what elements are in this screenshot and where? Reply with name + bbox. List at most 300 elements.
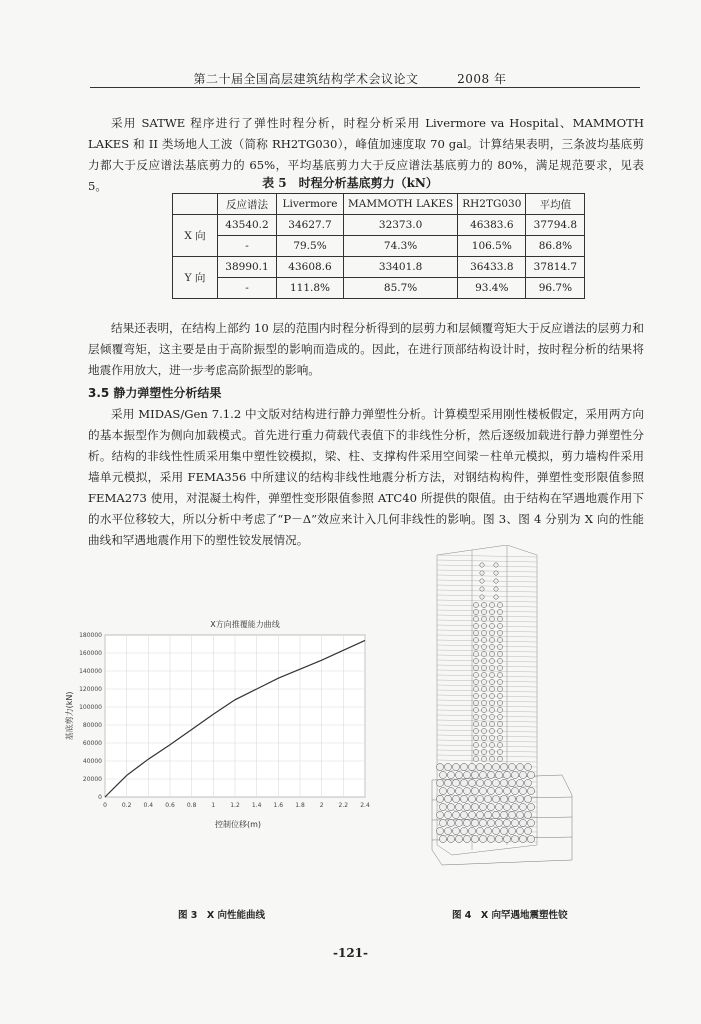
hinge-marker <box>489 602 494 607</box>
hinge-marker <box>471 819 478 826</box>
hinge-marker <box>473 658 478 663</box>
hinge-marker <box>452 763 459 770</box>
hinge-marker <box>489 609 494 614</box>
hinge-marker <box>489 672 494 677</box>
table-header-cell: MAMMOTH LAKES <box>344 194 458 215</box>
hinge-marker <box>436 811 443 818</box>
hinge-marker <box>489 735 494 740</box>
x-tick-label: 2 <box>319 802 324 809</box>
table-cell: 34627.7 <box>277 215 344 236</box>
hinge-marker <box>481 665 486 670</box>
floor-line <box>437 655 537 657</box>
x-tick-label: 1 <box>211 802 216 809</box>
paragraph-pushover: 采用 MIDAS/Gen 7.1.2 中文版对结构进行静力弹塑性分析。计算模型采用刚性楼板假定，采用两方向的基本振型作为侧向加载模式。首先进行重力荷载代表值下的非线性分析，然后逐级加载进行静力弹塑性分析。结构的非线性性质采用集中塑性铰模拟，梁、柱、支撑构件采用空间梁－柱单元模拟，剪力墙构件采用墙单元模拟，采用 FEMA356 中所建议的结构非线性地震分析方法，对钢结构构件，弹塑性变形限值参照 FEMA273 使用，对混凝土构件，弹塑性变形限值参照 ATC40 所提供的限值。由于结构在罕遇地震作用下的水平位移较大，所以分析中考虑了“P－Δ”效应来计入几何非线性的影响。图 3、图 4 分别为 X 向的性能曲线和罕遇地震作用下的塑性铰发展情况。 <box>88 407 644 547</box>
floor-line <box>437 575 537 577</box>
hinge-marker <box>476 795 483 802</box>
paragraph-time-history: 采用 SATWE 程序进行了弹性时程分析，时程分析采用 Livermore va Hospital、MAMMOTH LAKES 和 II 类场地人工波（简称 RH2TG030），峰值加速度取 70 gal。计算结果表明，三条波均基底剪力都大于反应谱法基底剪力的 65%，平均基底剪力大于反应谱法基底剪力的 80%，满足规范要求，见表 5。 <box>88 116 644 193</box>
hinge-marker <box>452 795 459 802</box>
hinge-marker <box>489 756 494 761</box>
table-header-row <box>173 194 585 215</box>
table-header-cell: 反应谱法 <box>218 194 277 215</box>
table-cell: 46383.6 <box>458 215 526 236</box>
hinge-marker <box>463 771 470 778</box>
hinge-marker <box>481 693 486 698</box>
hinge-marker <box>473 637 478 642</box>
hinge-marker <box>524 763 531 770</box>
hinge-marker <box>444 763 451 770</box>
hinge-marker <box>519 787 526 794</box>
hinge-marker <box>481 714 486 719</box>
floor-line <box>437 740 537 742</box>
hinge-marker <box>495 803 502 810</box>
running-header <box>90 70 610 87</box>
hinge-marker <box>497 602 502 607</box>
hinge-marker <box>489 665 494 670</box>
table-cell: 111.8% <box>277 278 344 299</box>
hinge-marker <box>489 686 494 691</box>
chart-title: X方向推覆能力曲线 <box>210 620 280 629</box>
table-header-cell: Livermore <box>277 194 344 215</box>
y-tick-label: 0 <box>98 794 102 801</box>
y-tick-label: 160000 <box>79 650 102 657</box>
hinge-marker <box>503 819 510 826</box>
hinge-marker <box>439 803 446 810</box>
hinge-marker <box>489 623 494 628</box>
floor-line <box>437 590 537 592</box>
hinge-marker <box>481 700 486 705</box>
hinge-marker <box>503 835 510 842</box>
hinge-marker <box>460 795 467 802</box>
floor-line <box>437 720 537 722</box>
floor-line <box>437 555 537 557</box>
shear-table <box>172 193 585 299</box>
hinge-marker <box>484 811 491 818</box>
floor-line <box>437 605 537 607</box>
floor-line <box>437 640 537 642</box>
hinge-marker <box>463 819 470 826</box>
x-tick-label: 1.8 <box>295 802 305 809</box>
x-tick-label: 2.4 <box>360 802 370 809</box>
table-header-cell: RH2TG030 <box>458 194 526 215</box>
hinge-marker <box>492 795 499 802</box>
hinge-marker <box>480 595 484 599</box>
hinge-marker <box>481 623 486 628</box>
hinge-marker <box>473 679 478 684</box>
hinge-marker <box>500 795 507 802</box>
floor-line <box>437 665 537 667</box>
hinge-marker <box>494 595 498 599</box>
hinge-marker <box>527 787 534 794</box>
table-cell: 32373.0 <box>344 215 458 236</box>
hinge-marker <box>439 787 446 794</box>
hinge-marker <box>511 835 518 842</box>
hinge-marker <box>481 609 486 614</box>
hinge-marker <box>497 735 502 740</box>
hinge-marker <box>495 787 502 794</box>
table-row <box>173 257 585 278</box>
figure-4-caption: 图 4 X 向罕遇地震塑性铰 <box>452 910 568 921</box>
hinge-marker <box>479 771 486 778</box>
hinge-marker <box>489 693 494 698</box>
y-tick-label: 80000 <box>82 722 102 729</box>
hinge-marker <box>511 771 518 778</box>
hinge-marker <box>468 811 475 818</box>
hinge-marker <box>497 742 502 747</box>
hinge-marker <box>487 787 494 794</box>
hinge-marker <box>497 756 502 761</box>
hinge-marker <box>455 787 462 794</box>
hinge-marker <box>473 672 478 677</box>
hinge-marker <box>487 803 494 810</box>
header-rule <box>90 87 640 88</box>
x-tick-label: 1.6 <box>273 802 284 809</box>
hinge-marker <box>524 795 531 802</box>
hinge-marker <box>452 779 459 786</box>
hinge-marker <box>511 803 518 810</box>
hinge-marker <box>473 700 478 705</box>
hinge-marker <box>481 637 486 642</box>
hinge-marker <box>447 803 454 810</box>
hinge-marker <box>524 811 531 818</box>
hinge-marker <box>497 644 502 649</box>
hinge-marker <box>473 756 478 761</box>
hinge-marker <box>436 763 443 770</box>
hinge-marker <box>527 803 534 810</box>
hinge-marker <box>489 616 494 621</box>
hinge-marker <box>481 686 486 691</box>
hinge-marker <box>471 787 478 794</box>
table-caption: 表 5 时程分析基底剪力（kN） <box>262 176 438 190</box>
floor-line <box>437 595 537 597</box>
table-cell: 79.5% <box>277 236 344 257</box>
x-tick-label: 1.2 <box>230 802 240 809</box>
hinge-marker <box>479 835 486 842</box>
hinge-marker <box>527 771 534 778</box>
floor-line <box>437 630 537 632</box>
floor-line <box>437 735 537 737</box>
floor-line <box>437 660 537 662</box>
table-cell: 106.5% <box>458 236 526 257</box>
x-tick-label: 1.4 <box>251 802 262 809</box>
pushover-chart <box>60 615 380 835</box>
hinge-marker <box>460 763 467 770</box>
floor-line <box>437 700 537 702</box>
hinge-marker <box>481 707 486 712</box>
hinge-marker <box>497 630 502 635</box>
table-cell: 85.7% <box>344 278 458 299</box>
hinge-marker <box>481 679 486 684</box>
hinge-marker <box>495 819 502 826</box>
hinge-marker <box>473 651 478 656</box>
hinge-marker <box>479 787 486 794</box>
x-tick-label: 0.2 <box>121 802 132 809</box>
hinge-marker <box>481 672 486 677</box>
floor-line <box>437 615 537 617</box>
hinge-marker <box>489 658 494 663</box>
hinge-marker <box>473 707 478 712</box>
hinge-marker <box>455 819 462 826</box>
hinge-marker <box>481 756 486 761</box>
hinge-marker <box>436 827 443 834</box>
hinge-marker <box>476 763 483 770</box>
hinge-marker <box>503 787 510 794</box>
hinge-marker <box>508 811 515 818</box>
table-row <box>173 278 585 299</box>
floor-line <box>437 695 537 697</box>
hinge-marker <box>497 679 502 684</box>
floor-line <box>437 760 537 762</box>
hinge-marker <box>497 749 502 754</box>
hinge-marker <box>444 795 451 802</box>
paragraph-higher-modes: 结果还表明，在结构上部约 10 层的范围内时程分析得到的层剪力和层倾覆弯矩大于反应谱法的层剪力和层倾覆弯矩，这主要是由于高阶振型的影响而造成的。因此，在进行顶部结构设计时，按时程分析的结果将地震作用放大，进一步考虑高阶振型的影响。 <box>88 321 644 377</box>
y-tick-label: 180000 <box>79 632 102 639</box>
floor-line <box>437 570 537 572</box>
hinge-marker <box>476 811 483 818</box>
floor-line <box>437 585 537 587</box>
hinge-marker <box>473 616 478 621</box>
hinge-marker <box>444 827 451 834</box>
hinge-marker <box>481 644 486 649</box>
hinge-marker <box>492 827 499 834</box>
hinge-marker <box>489 707 494 712</box>
hinge-marker <box>473 630 478 635</box>
hinge-marker <box>481 749 486 754</box>
hinge-marker <box>492 811 499 818</box>
table-cell: 43608.6 <box>277 257 344 278</box>
hinge-marker <box>492 779 499 786</box>
hinge-marker <box>497 686 502 691</box>
hinge-marker <box>524 779 531 786</box>
hinge-marker <box>508 795 515 802</box>
hinge-marker <box>452 811 459 818</box>
hinge-marker <box>527 819 534 826</box>
floor-line <box>437 650 537 652</box>
hinge-marker <box>487 771 494 778</box>
hinge-marker <box>489 721 494 726</box>
table-cell: 36433.8 <box>458 257 526 278</box>
y-axis-label: 基底剪力(kN) <box>65 691 74 741</box>
hinge-marker <box>489 749 494 754</box>
table-row <box>173 215 585 236</box>
table-cell: 86.8% <box>526 236 585 257</box>
hinge-marker <box>494 563 498 567</box>
y-tick-label: 100000 <box>79 704 102 711</box>
hinge-marker <box>481 630 486 635</box>
x-tick-label: 0.4 <box>143 802 154 809</box>
hinge-marker <box>439 771 446 778</box>
header-title: 第二十届全国高层建筑结构学术会议论文 <box>193 72 419 86</box>
x-tick-label: 0.6 <box>165 802 175 809</box>
hinge-marker <box>497 623 502 628</box>
y-tick-label: 120000 <box>79 686 102 693</box>
hinge-marker <box>494 587 498 591</box>
hinge-marker <box>497 665 502 670</box>
hinge-marker <box>527 835 534 842</box>
table-cell: 96.7% <box>526 278 585 299</box>
hinge-marker <box>489 637 494 642</box>
floor-line <box>437 635 537 637</box>
x-tick-label: 0 <box>103 802 107 809</box>
hinge-marker <box>468 795 475 802</box>
floor-line <box>437 680 537 682</box>
hinge-marker <box>463 803 470 810</box>
hinge-marker <box>516 779 523 786</box>
hinge-marker <box>484 795 491 802</box>
floor-line <box>437 600 537 602</box>
hinge-marker <box>473 644 478 649</box>
table-cell: 37814.7 <box>526 257 585 278</box>
y-tick-label: 60000 <box>82 740 102 747</box>
floor-line <box>437 715 537 717</box>
hinge-marker <box>519 835 526 842</box>
hinge-marker <box>439 819 446 826</box>
header-year: 2008 年 <box>457 72 507 86</box>
hinge-marker <box>497 700 502 705</box>
hinge-marker <box>519 819 526 826</box>
y-tick-label: 40000 <box>82 758 102 765</box>
hinge-marker <box>503 803 510 810</box>
floor-line <box>437 645 537 647</box>
hinge-marker <box>473 714 478 719</box>
hinge-marker <box>481 735 486 740</box>
hinge-marker <box>460 827 467 834</box>
hinge-marker <box>489 679 494 684</box>
hinge-marker <box>497 609 502 614</box>
floor-line <box>437 625 537 627</box>
hinge-marker <box>473 686 478 691</box>
row-label: Y 向 <box>173 257 218 299</box>
hinge-marker <box>524 827 531 834</box>
row-label: X 向 <box>173 215 218 257</box>
table-cell: 43540.2 <box>218 215 277 236</box>
hinge-marker <box>473 742 478 747</box>
hinge-marker <box>473 728 478 733</box>
hinge-marker <box>489 651 494 656</box>
hinge-marker <box>500 763 507 770</box>
plastic-hinge-model <box>412 545 597 875</box>
hinge-marker <box>484 827 491 834</box>
hinge-marker <box>473 665 478 670</box>
hinge-marker <box>471 771 478 778</box>
x-tick-label: 0.8 <box>186 802 197 809</box>
floor-line <box>437 750 537 752</box>
hinge-marker <box>444 779 451 786</box>
hinge-marker <box>436 795 443 802</box>
table-cell: 33401.8 <box>344 257 458 278</box>
hinge-marker <box>494 571 498 575</box>
hinge-marker <box>479 819 486 826</box>
plastic-hinge-markers <box>436 563 534 843</box>
hinge-marker <box>463 787 470 794</box>
hinge-marker <box>473 735 478 740</box>
hinge-marker <box>495 771 502 778</box>
hinge-marker <box>455 803 462 810</box>
hinge-marker <box>481 616 486 621</box>
y-tick-label: 140000 <box>79 668 102 675</box>
hinge-marker <box>463 835 470 842</box>
hinge-marker <box>489 728 494 733</box>
hinge-marker <box>479 803 486 810</box>
hinge-marker <box>473 602 478 607</box>
floor-line <box>437 560 537 562</box>
floor-line <box>437 610 537 612</box>
floor-line <box>437 745 537 747</box>
hinge-marker <box>497 651 502 656</box>
hinge-marker <box>500 779 507 786</box>
hinge-marker <box>497 721 502 726</box>
hinge-marker <box>519 803 526 810</box>
floor-line <box>437 705 537 707</box>
hinge-marker <box>460 779 467 786</box>
hinge-marker <box>508 763 515 770</box>
hinge-marker <box>473 721 478 726</box>
hinge-marker <box>500 827 507 834</box>
hinge-marker <box>447 787 454 794</box>
hinge-marker <box>500 811 507 818</box>
hinge-marker <box>468 827 475 834</box>
floor-line <box>437 580 537 582</box>
hinge-marker <box>497 728 502 733</box>
table-cell: 93.4% <box>458 278 526 299</box>
floor-line <box>437 710 537 712</box>
hinge-marker <box>497 637 502 642</box>
hinge-marker <box>447 819 454 826</box>
hinge-marker <box>508 779 515 786</box>
table-header-cell: 平均值 <box>526 194 585 215</box>
hinge-marker <box>497 693 502 698</box>
hinge-marker <box>481 658 486 663</box>
hinge-marker <box>497 707 502 712</box>
floor-line <box>437 675 537 677</box>
hinge-marker <box>497 616 502 621</box>
y-tick-label: 20000 <box>82 776 102 783</box>
floor-line <box>437 670 537 672</box>
hinge-marker <box>460 811 467 818</box>
hinge-marker <box>468 779 475 786</box>
hinge-marker <box>503 771 510 778</box>
hinge-marker <box>516 763 523 770</box>
hinge-marker <box>516 827 523 834</box>
hinge-marker <box>489 630 494 635</box>
hinge-marker <box>511 819 518 826</box>
hinge-marker <box>481 728 486 733</box>
hinge-marker <box>516 795 523 802</box>
hinge-marker <box>494 579 498 583</box>
hinge-marker <box>473 623 478 628</box>
hinge-marker <box>481 742 486 747</box>
hinge-marker <box>455 835 462 842</box>
hinge-marker <box>484 779 491 786</box>
hinge-marker <box>484 763 491 770</box>
table-header-cell <box>173 194 218 215</box>
hinge-marker <box>476 779 483 786</box>
floor-line <box>437 730 537 732</box>
hinge-marker <box>497 714 502 719</box>
hinge-marker <box>481 721 486 726</box>
hinge-marker <box>480 563 484 567</box>
floor-line <box>437 620 537 622</box>
hinge-marker <box>480 571 484 575</box>
hinge-marker <box>447 835 454 842</box>
table-cell: - <box>218 278 277 299</box>
hinge-marker <box>476 827 483 834</box>
hinge-marker <box>471 835 478 842</box>
table-cell: 38990.1 <box>218 257 277 278</box>
section-heading: 3.5 静力弹塑性分析结果 <box>88 386 222 400</box>
hinge-marker <box>497 658 502 663</box>
hinge-marker <box>489 700 494 705</box>
hinge-marker <box>473 609 478 614</box>
